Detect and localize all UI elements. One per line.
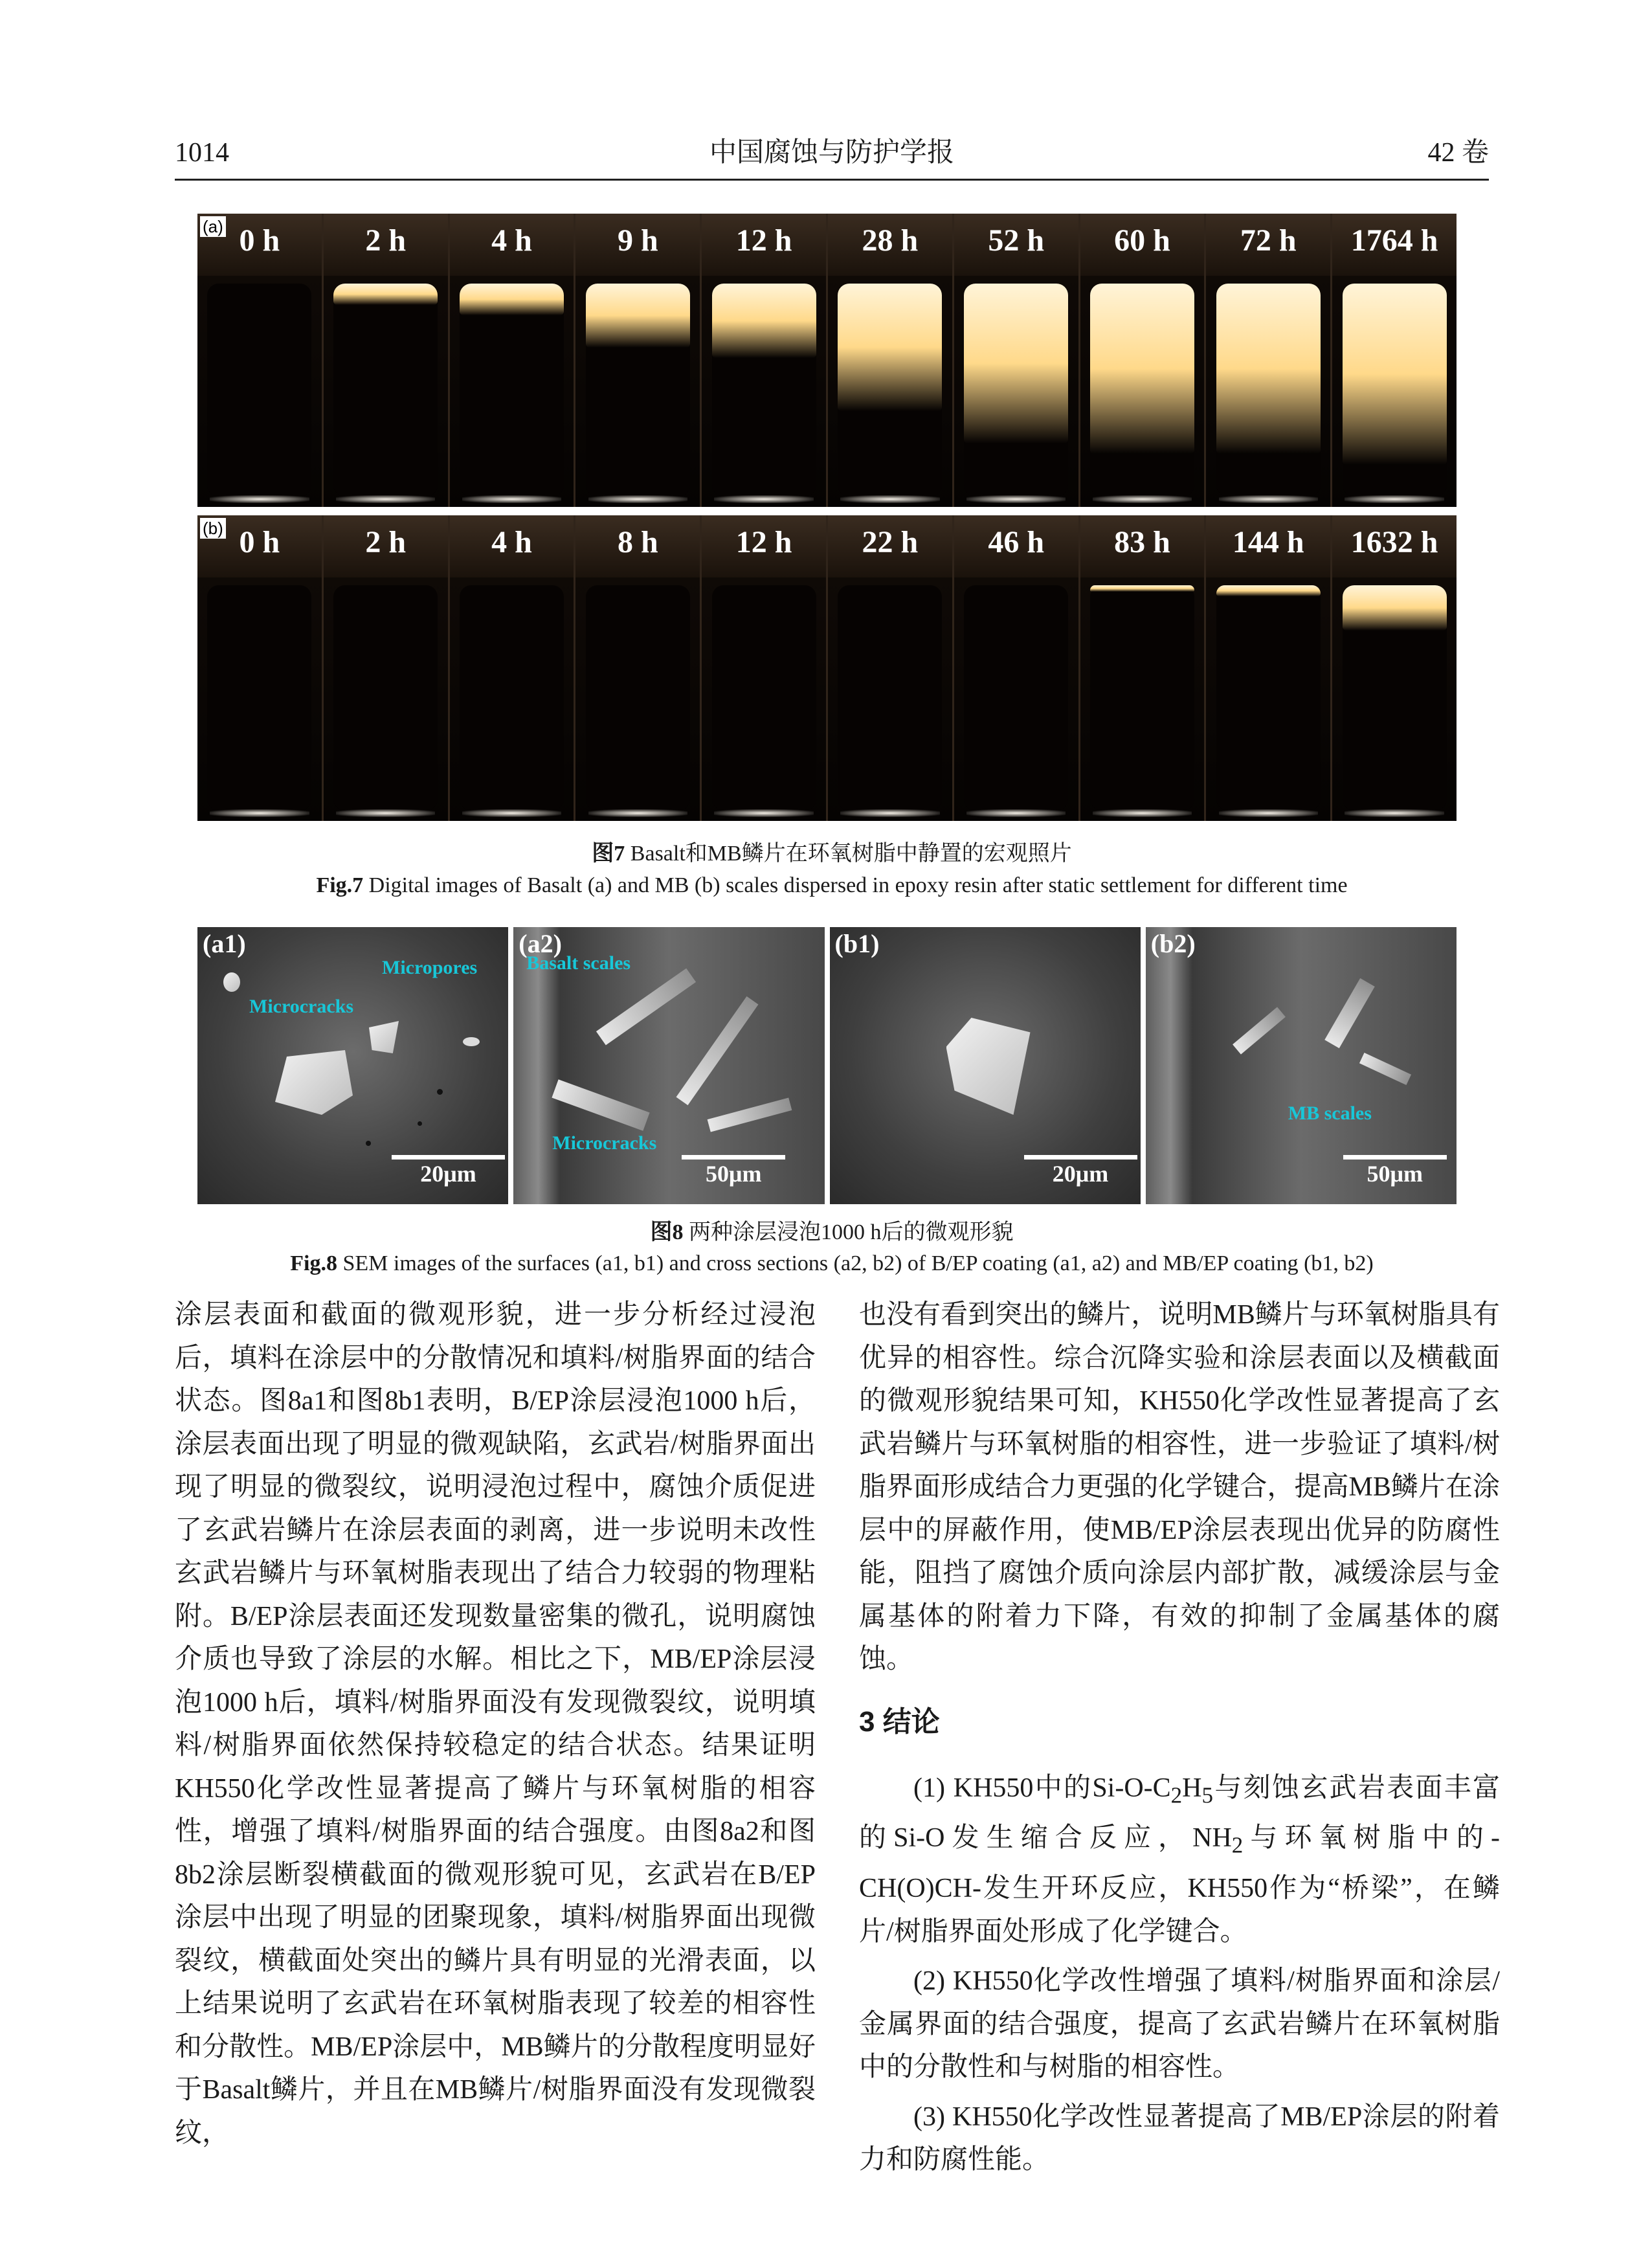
vial-base-reflection xyxy=(462,495,561,503)
vial-settled-layer xyxy=(964,284,1068,443)
vial-time-label: 83 h xyxy=(1114,525,1170,559)
fig8-sem-images xyxy=(197,927,1457,1204)
vial-panel_b-0 xyxy=(197,515,324,821)
paragraph: 涂层表面和截面的微观形貌，进一步分析经过浸泡后，填料在涂层中的分散情况和填料/树脂界面的结合状态。图8a1和图8b1表明，B/EP涂层浸泡1000 h后，涂层表面出现了明显的微观缺陷，玄武岩/树脂界面出现了明显的微裂纹，说明浸泡过程中，腐蚀介质促进了玄武岩鳞片在涂层表面的剥离，进一步说明未改性玄武岩鳞片与环氧树脂表现出了结合力较弱的物理粘附。B/EP涂层表面还发现数量密集的微孔，说明腐蚀介质也导致了涂层的水解。相比之下，MB/EP涂层浸泡1000 h后，填料/树脂界面没有发现微裂纹，说明填料/树脂界面依然保持较稳定的结合状态。结果证明KH550化学改性显著提高了鳞片与环氧树脂的相容性，增强了填料/树脂界面的结合强度。由图8a2和图8b2涂层断裂横截面的微观形貌可见，玄武岩在B/EP涂层中出现了明显的团聚现象，填料/树脂界面出现微裂纹，横截面处突出的鳞片具有明显的光滑表面，以上结果说明了玄武岩在环氧树脂表现了较差的相容性和分散性。MB/EP涂层中，MB鳞片的分散程度明显好于Basalt鳞片，并且在MB鳞片/树脂界面没有发现微裂纹， xyxy=(175,1300,816,2148)
vial-base-reflection xyxy=(462,809,561,817)
vial-settled-layer xyxy=(333,284,438,305)
scale-bar xyxy=(1024,1155,1137,1187)
fig7-panel-a xyxy=(197,214,1457,507)
vial-panel_b-6 xyxy=(954,515,1080,821)
vial-panel_a-2 xyxy=(450,214,576,507)
vial-time-label: 12 h xyxy=(735,223,792,258)
vial-base-reflection xyxy=(714,809,813,817)
fig7-caption-cn-label: 图7 xyxy=(592,842,625,866)
sem-shard xyxy=(1233,1007,1286,1054)
vial-panel_a-1 xyxy=(324,214,450,507)
fig7-vial-row-a xyxy=(197,214,1457,507)
vial-body xyxy=(207,284,311,497)
vial-base-reflection xyxy=(588,809,687,817)
vial-time-label: 2 h xyxy=(365,525,407,559)
fig7-panel-b xyxy=(197,515,1457,821)
vial-body xyxy=(460,284,564,497)
fig7-panel-a-letter: (a) xyxy=(200,216,226,237)
vial-body xyxy=(712,585,816,811)
sem-shard xyxy=(676,996,759,1105)
sem-shard xyxy=(552,1079,650,1130)
sem-panel-id: (a1) xyxy=(203,929,246,958)
sem-annotation: Microcracks xyxy=(552,1132,657,1154)
vial-panel_a-4 xyxy=(702,214,828,507)
body-left-column xyxy=(175,1294,816,2155)
vial-base-reflection xyxy=(1345,809,1444,817)
vial-time-label: 0 h xyxy=(239,223,280,258)
vial-base-reflection xyxy=(210,809,309,817)
sem-annotation: MB scales xyxy=(1288,1103,1372,1124)
vial-panel_b-8 xyxy=(1206,515,1332,821)
section-title: 3 结论 xyxy=(859,1705,940,1738)
vial-time-label: 4 h xyxy=(491,223,532,258)
sem-panel-a2 xyxy=(513,927,824,1204)
volume-label: 42 卷 xyxy=(1427,138,1489,168)
scale-bar-label: 50μm xyxy=(706,1161,762,1187)
running-header xyxy=(175,129,1489,181)
vial-body xyxy=(1216,585,1321,811)
vial-settled-layer xyxy=(586,284,690,348)
vial-panel_b-9 xyxy=(1332,515,1457,821)
vial-settled-layer xyxy=(838,284,942,411)
fig7-caption-en-text: Digital images of Basalt (a) and MB (b) scales dispersed in epoxy resin after static settlement for different time xyxy=(363,873,1348,897)
vial-panel_b-1 xyxy=(324,515,450,821)
sem-annotation: Microcracks xyxy=(249,996,354,1017)
paragraph: 也没有看到突出的鳞片，说明MB鳞片与环氧树脂具有优异的相容性。综合沉降实验和涂层表面以及横截面的微观形貌结果可知，KH550化学改性显著提高了玄武岩鳞片与环氧树脂的相容性，进一步验证了填料/树脂界面形成结合力更强的化学键合，提高MB鳞片在涂层中的屏蔽作用，使MB/EP涂层表现出优异的防腐性能，阻挡了腐蚀介质向涂层内部扩散，减缓涂层与金属基体的附着力下降，有效的抑制了金属基体的腐蚀。 xyxy=(859,1300,1500,1674)
scale-bar xyxy=(392,1155,505,1187)
vial-time-label: 8 h xyxy=(617,525,658,559)
sem-shard xyxy=(708,1098,792,1132)
body-right-column xyxy=(859,1294,1500,2182)
vial-settled-layer xyxy=(1090,585,1194,592)
fig8-caption-en-label: Fig.8 xyxy=(290,1251,337,1275)
sem-annotation: Basalt scales xyxy=(526,952,631,974)
vial-time-label: 0 h xyxy=(239,525,280,559)
fig7-panel-b-letter: (b) xyxy=(200,518,226,539)
vial-base-reflection xyxy=(210,495,309,503)
vial-settled-layer xyxy=(460,284,564,315)
fig7-caption-en-label: Fig.7 xyxy=(316,873,364,897)
vial-panel_b-7 xyxy=(1080,515,1207,821)
vial-settled-layer xyxy=(1343,585,1447,631)
sem-flake xyxy=(223,972,240,992)
vial-time-label: 52 h xyxy=(988,223,1045,258)
sem-shard xyxy=(1324,978,1375,1048)
sem-panel-b1 xyxy=(830,927,1141,1204)
sem-flake xyxy=(946,1018,1031,1115)
vial-time-label: 1632 h xyxy=(1350,525,1438,559)
sem-pore xyxy=(463,1037,480,1046)
vial-base-reflection xyxy=(966,809,1066,817)
vial-time-label: 46 h xyxy=(988,525,1045,559)
fig8-caption-cn xyxy=(175,1218,1489,1247)
sem-panel-a1 xyxy=(197,927,508,1204)
vial-base-reflection xyxy=(1093,495,1192,503)
vial-settled-layer xyxy=(712,284,816,358)
fig8-caption-cn-text: 两种涂层浸泡1000 h后的微观形貌 xyxy=(683,1220,1014,1244)
vial-panel_b-3 xyxy=(575,515,702,821)
vial-settled-layer xyxy=(1216,284,1321,454)
vial-time-label: 12 h xyxy=(735,525,792,559)
vial-time-label: 60 h xyxy=(1114,223,1170,258)
vial-time-label: 28 h xyxy=(862,223,919,258)
vial-panel_b-4 xyxy=(702,515,828,821)
vial-time-label: 9 h xyxy=(617,223,658,258)
vial-base-reflection xyxy=(840,495,939,503)
page-number: 1014 xyxy=(175,138,229,168)
vial-body xyxy=(1090,585,1194,811)
vial-body xyxy=(207,585,311,811)
fig7-vial-row-b xyxy=(197,515,1457,821)
conclusion-3: (3) KH550化学改性显著提高了MB/EP涂层的附着力和防腐性能。 xyxy=(859,2101,1500,2175)
vial-panel_a-8 xyxy=(1206,214,1332,507)
fig8-caption-cn-label: 图8 xyxy=(650,1220,684,1244)
vial-time-label: 2 h xyxy=(365,223,407,258)
journal-title: 中国腐蚀与防护学报 xyxy=(709,138,954,168)
scale-bar-label: 50μm xyxy=(1367,1161,1423,1187)
vial-body xyxy=(964,585,1068,811)
sem-pore xyxy=(437,1089,443,1095)
vial-panel_a-7 xyxy=(1080,214,1207,507)
vial-body xyxy=(586,585,690,811)
sem-panel-id: (b2) xyxy=(1150,929,1196,958)
vial-panel_a-9 xyxy=(1332,214,1457,507)
vial-settled-layer xyxy=(1216,585,1321,596)
vial-panel_a-5 xyxy=(828,214,954,507)
conclusion-1: (1) KH550中的$Si-O-C_2H_5$与刻蚀玄武岩表面丰富的Si-O发生缩合反应，$NH_2$与环氧树脂中的-CH(O)CH-发生开环反应，KH550作为“桥梁”，在鳞片/树脂界面处形成了化学键合。 xyxy=(859,1773,1500,1947)
vial-panel_a-0 xyxy=(197,214,324,507)
vial-base-reflection xyxy=(588,495,687,503)
sem-shard xyxy=(596,969,696,1046)
vial-time-label: 144 h xyxy=(1232,525,1304,559)
sem-pore xyxy=(366,1141,371,1146)
fig7-caption-en xyxy=(175,871,1489,900)
sem-panel-id: (a2) xyxy=(519,929,562,958)
vial-time-label: 1764 h xyxy=(1350,223,1438,258)
vial-base-reflection xyxy=(1093,809,1192,817)
sem-flake xyxy=(369,1021,399,1053)
vial-base-reflection xyxy=(1219,809,1318,817)
scale-bar-label: 20μm xyxy=(1052,1161,1109,1187)
vial-body xyxy=(838,585,942,811)
vial-settled-layer xyxy=(1343,284,1447,465)
fig7-caption-cn-text: Basalt和MB鳞片在环氧树脂中静置的宏观照片 xyxy=(625,842,1072,866)
vial-base-reflection xyxy=(840,809,939,817)
vial-body xyxy=(460,585,564,811)
vial-base-reflection xyxy=(336,809,435,817)
sem-pore xyxy=(418,1121,422,1126)
conclusion-2: (2) KH550化学改性增强了填料/树脂界面和涂层/金属界面的结合强度，提高了玄武岩鳞片在环氧树脂中的分散性和与树脂的相容性。 xyxy=(859,1966,1500,2083)
fig8-caption-en xyxy=(175,1250,1489,1278)
fig7-caption-cn xyxy=(175,840,1489,868)
fig8-caption-en-text: SEM images of the surfaces (a1, b1) and cross sections (a2, b2) of B/EP coating (a1, a2) and MB/EP coating (b1, b2) xyxy=(337,1251,1374,1275)
vial-settled-layer xyxy=(1090,284,1194,454)
sem-annotation: Micropores xyxy=(382,957,478,978)
vial-panel_a-6 xyxy=(954,214,1080,507)
vial-base-reflection xyxy=(714,495,813,503)
sem-flake xyxy=(275,1050,353,1115)
vial-time-label: 72 h xyxy=(1240,223,1297,258)
vial-time-label: 22 h xyxy=(862,525,919,559)
scale-bar xyxy=(1343,1155,1447,1187)
vial-time-label: 4 h xyxy=(491,525,532,559)
vial-base-reflection xyxy=(1219,495,1318,503)
vial-base-reflection xyxy=(966,495,1066,503)
vial-body xyxy=(333,284,438,497)
vial-panel_a-3 xyxy=(575,214,702,507)
vial-panel_b-2 xyxy=(450,515,576,821)
vial-panel_b-5 xyxy=(828,515,954,821)
sem-panel-id: (b1) xyxy=(834,929,880,958)
vial-base-reflection xyxy=(1345,495,1444,503)
sem-panel-b2 xyxy=(1146,927,1457,1204)
sem-shard xyxy=(1359,1053,1411,1085)
vial-base-reflection xyxy=(336,495,435,503)
scale-bar-label: 20μm xyxy=(420,1161,476,1187)
scale-bar xyxy=(682,1155,785,1187)
vial-body xyxy=(333,585,438,811)
